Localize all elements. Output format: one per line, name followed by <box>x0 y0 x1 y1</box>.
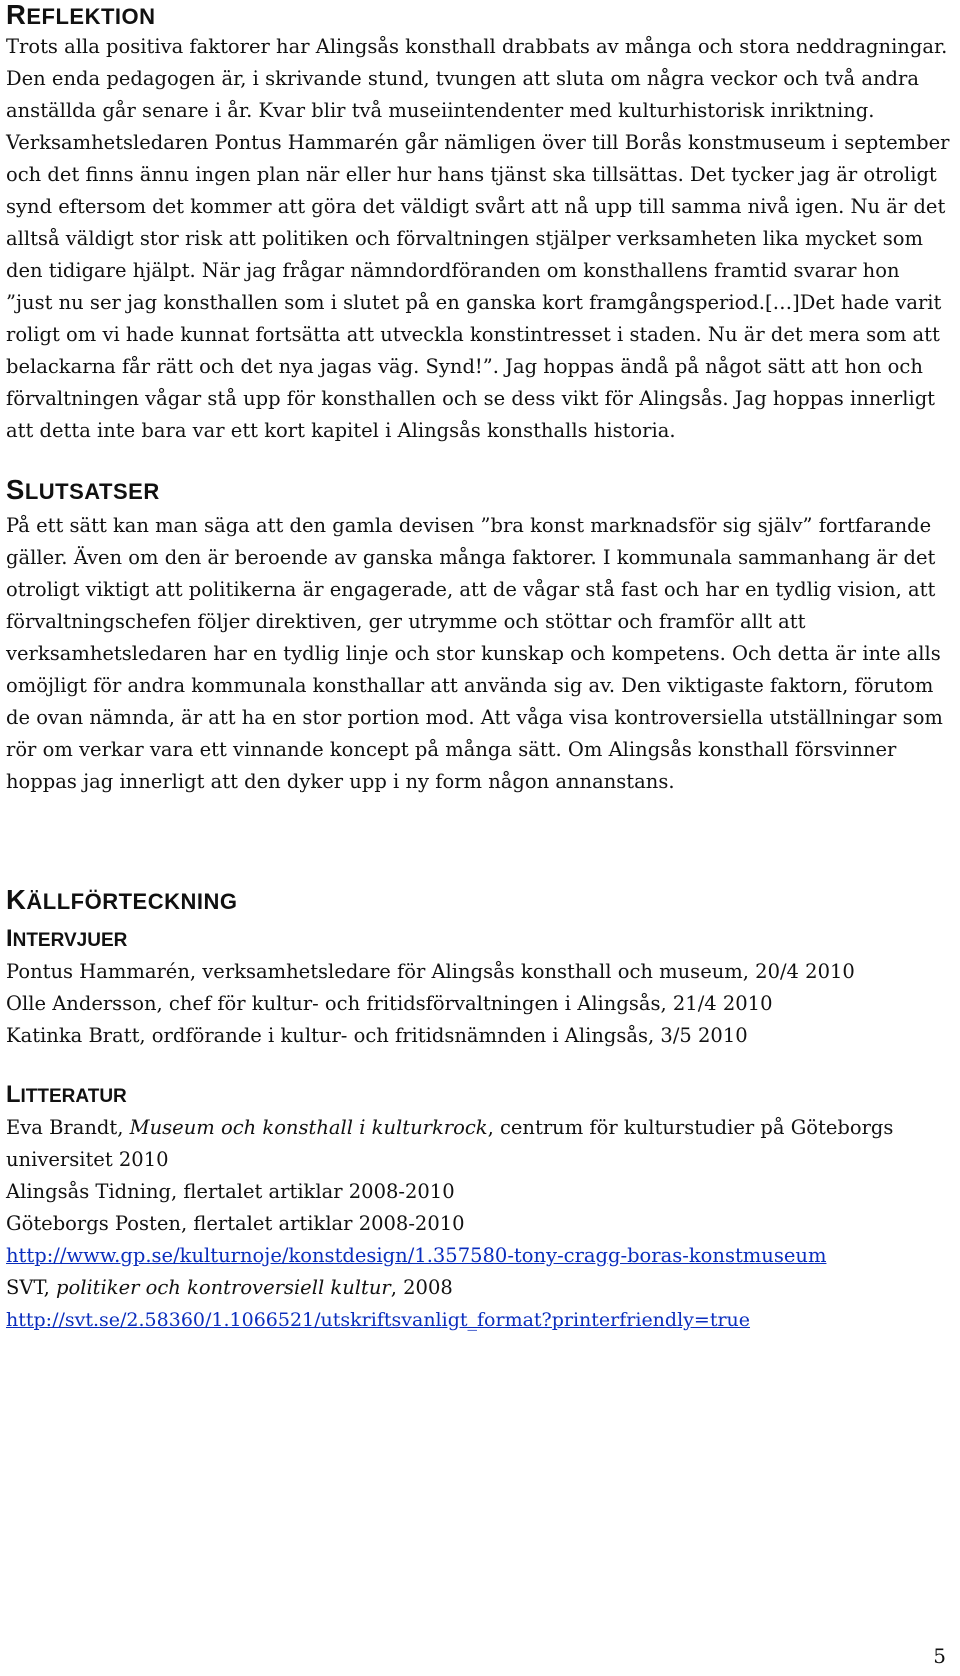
interview-item: Olle Andersson, chef för kultur- och fritidsförvaltningen i Alingsås, 21/4 2010 <box>6 992 773 1015</box>
heading-kallforteckning: KÄLLFÖRTECKNING <box>6 884 238 915</box>
literature-item-svt: SVT, politiker och kontroversiell kultur, 2008 <box>6 1276 453 1299</box>
svt-link[interactable]: http://svt.se/2.58360/1.1066521/utskriftsvanligt_format?printerfriendly=true <box>6 1309 751 1331</box>
literature-item-goteborgs-posten: Göteborgs Posten, flertalet artiklar 2008-2010 <box>6 1212 465 1235</box>
heading-intervjuer: INTERVJUER <box>6 925 128 952</box>
slutsatser-paragraph: På ett sätt kan man säga att den gamla devisen ”bra konst marknadsför sig själv” fortfarande gäller. Även om den är beroende av ganska många faktorer. I kommunala sammanhang är det otroligt viktigt att politikerna är engagerade, att de vågar stå fast och har en tydlig vision, att förvaltningschefen följer direktiven, ger utrymme och stöttar och framför allt att verksamhetsledaren har en tydlig linje och stor kunskap och kompetens. Och detta är inte alls omöjligt för andra kommunala konsthallar att använda sig av. Den viktigaste faktorn, förutom de ovan nämnda, är att ha en stor portion mod. Att våga visa kontroversiella utställningar som rör om verkar vara ett vinnande koncept på många sätt. Om Alingsås konsthall försvinner hoppas jag innerligt att den dyker upp i ny form någon annanstans. <box>6 514 943 793</box>
literature-item-alingsas-tidning: Alingsås Tidning, flertalet artiklar 2008-2010 <box>6 1180 455 1203</box>
heading-reflektion: REFLEKTION <box>6 0 156 30</box>
reflektion-paragraph: Trots alla positiva faktorer har Alingsås konsthall drabbats av många och stora neddragningar. Den enda pedagogen är, i skrivande stund, tvungen att sluta om några veckor och två andra anställda går senare i år. Kvar blir två museiintendenter med kulturhistorisk inriktning. Verksamhetsledaren Pontus Hammarén går nämligen över till Borås konstmuseum i september och det finns ännu ingen plan när eller hur hans tjänst ska tillsättas. Det tycker jag är otroligt synd eftersom det kommer att göra det väldigt svårt att nå upp till samma nivå igen. Nu är det alltså väldigt stor risk att politiken och förvaltningen stjälper verksamheten lika mycket som den tidigare hjälpt. När jag frågar nämndordföranden om konsthallens framtid svarar hon ”just nu ser jag konsthallen som i slutet på en ganska kort framgångsperiod.[…]Det hade varit roligt om vi hade kunnat fortsätta att utveckla konstintresset i staden. Nu är det mera som att belackarna får rätt och det nya jagas väg. Synd!”. Jag hoppas ändå på något sätt att hon och förvaltningen vågar stå upp för konsthallen och se dess vikt för Alingsås. Jag hoppas innerligt att detta inte bara var ett kort kapitel i Alingsås konsthalls historia. <box>6 35 950 442</box>
document-page <box>6 0 951 1336</box>
gp-link[interactable]: http://www.gp.se/kulturnoje/konstdesign/1.357580-tony-cragg-boras-konstmuseum <box>6 1244 827 1267</box>
literature-list <box>6 1112 951 1336</box>
heading-litteratur: LITTERATUR <box>6 1081 127 1108</box>
heading-slutsatser: SLUTSATSER <box>6 474 160 505</box>
interview-item: Pontus Hammarén, verksamhetsledare för Alingsås konsthall och museum, 20/4 2010 <box>6 960 855 983</box>
literature-item-svt-link <box>6 1304 951 1336</box>
interview-list <box>6 956 951 1052</box>
literature-item-gp-link <box>6 1240 951 1272</box>
interview-item: Katinka Bratt, ordförande i kultur- och fritidsnämnden i Alingsås, 3/5 2010 <box>6 1024 748 1047</box>
literature-item-brandt: Eva Brandt, Museum och konsthall i kulturkrock, centrum för kulturstudier på Göteborgs universitet 2010 <box>6 1116 894 1171</box>
page-number: 5 <box>933 1644 946 1668</box>
